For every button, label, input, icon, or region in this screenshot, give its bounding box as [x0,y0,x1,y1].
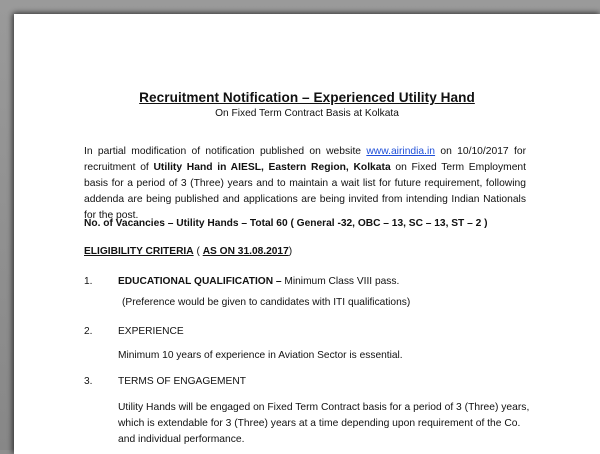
eligibility-date: AS ON 31.08.2017 [202,246,289,257]
eligibility-label: ELIGIBILITY CRITERIA [84,246,194,257]
document-page [14,14,600,454]
eligibility-open: ( [193,246,203,257]
intro-text-3: on Fixed Term Employment basis for a period of 3 (Three) years and to maintain a wait list for future requirement, following addenda are being published and applications are being invited from intending Indian Nationals for the post. [84,162,527,221]
intro-text-2: on 10/10/2017 for recruitment of [84,146,526,173]
section-2-heading: EXPERIENCE [118,326,184,337]
section-3-text: Utility Hands will be engaged on Fixed Term Contract basis for a period of 3 (Three) years, which is extendable for 3 (Three) years at a time depending upon requirement of the Co. and individual performance. [118,402,530,445]
eligibility-heading [84,246,292,257]
intro-text-1: In partial modification of notification published on website [84,146,367,157]
document-title: Recruitment Notification – Experienced Utility Hand [139,90,475,105]
website-link[interactable]: www.airindia.in [366,146,436,157]
eligibility-close: ) [288,246,293,257]
section-1-text: (Preference would be given to candidates with ITI qualifications) [122,297,411,308]
section-1-heading-rest: Minimum Class VIII pass. [281,276,400,287]
section-2-number: 2. [84,326,93,337]
section-1-heading [118,276,399,287]
section-1-heading-bold: EDUCATIONAL QUALIFICATION – [118,276,282,287]
document-subtitle: On Fixed Term Contract Basis at Kolkata [215,108,399,119]
section-3-number: 3. [84,376,93,387]
section-2-text: Minimum 10 years of experience in Aviation Sector is essential. [118,350,403,361]
intro-paragraph [84,144,526,224]
section-1-number: 1. [84,276,93,287]
vacancies-line: No. of Vacancies – Utility Hands – Total 60 ( General -32, OBC – 13, SC – 13, ST – 2 ) [84,218,488,229]
intro-bold-text: Utility Hand in AIESL, Eastern Region, Kolkata [153,162,391,173]
section-3-heading: TERMS OF ENGAGEMENT [118,376,246,387]
